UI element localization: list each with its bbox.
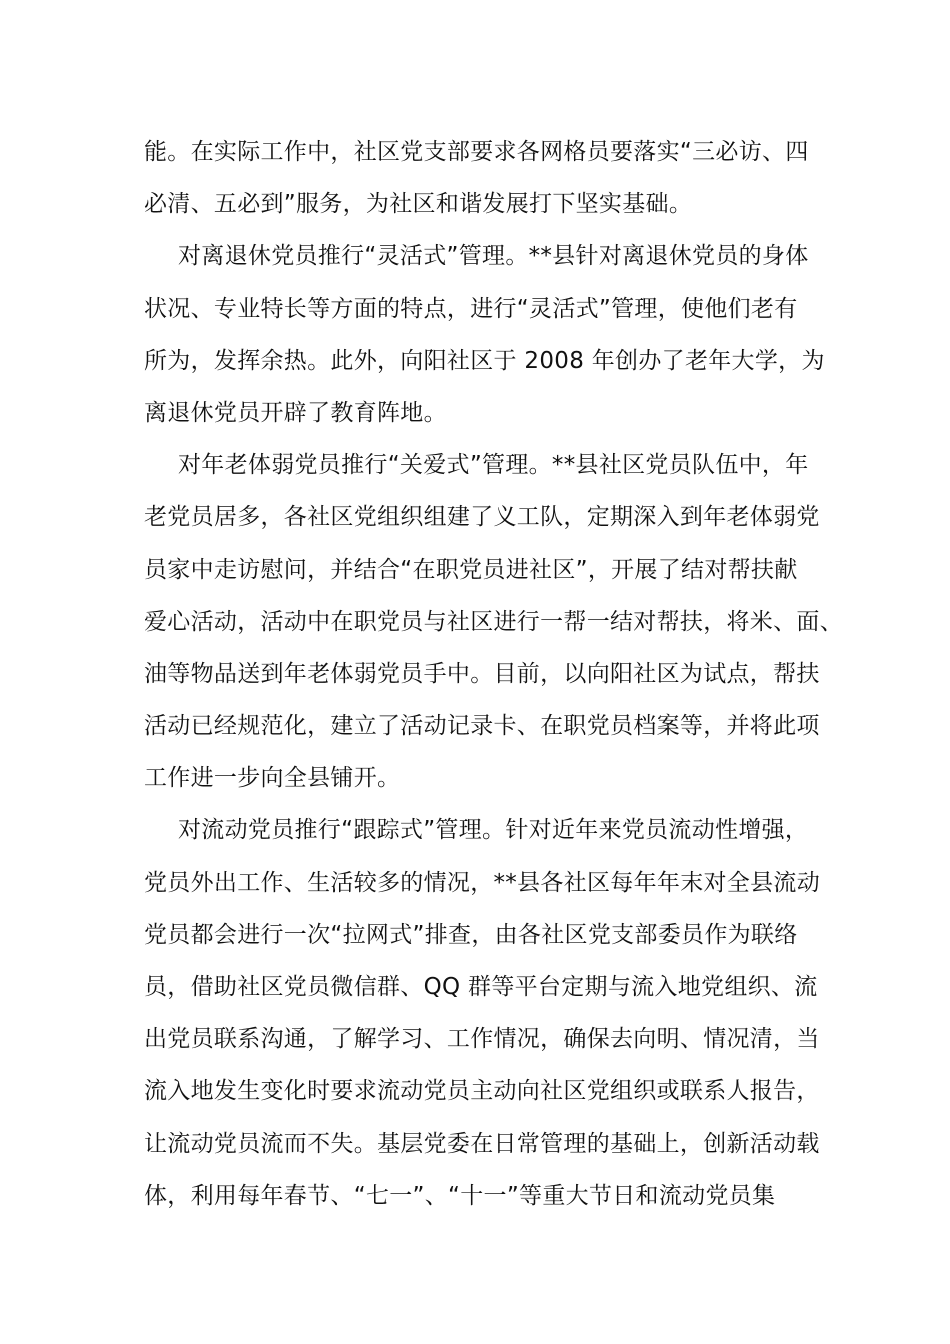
text-line: 党员外出工作、生活较多的情况，**县各社区每年年末对全县流动 bbox=[144, 869, 820, 896]
text-line: 爱心活动，活动中在职党员与社区进行一帮一结对帮扶，将米、面、 bbox=[144, 608, 843, 635]
text-line: 党员都会进行一次“拉网式”排查，由各社区党支部委员作为联络 bbox=[144, 921, 798, 948]
text-line: 对流动党员推行“跟踪式”管理。针对近年来党员流动性增强， bbox=[178, 817, 809, 844]
text-line: 流入地发生变化时要求流动党员主动向社区党组织或联系人报告， bbox=[144, 1078, 820, 1105]
text-line: 所为，发挥余热。此外，向阳社区于 2008 年创办了老年大学，为 bbox=[144, 347, 825, 374]
text-line: 员，借助社区党员微信群、QQ 群等平台定期与流入地党组织、流 bbox=[144, 974, 818, 1000]
text-line: 老党员居多，各社区党组织组建了义工队，定期深入到年老体弱党 bbox=[144, 504, 820, 531]
text-line: 状况、专业特长等方面的特点，进行“灵活式”管理，使他们老有 bbox=[144, 295, 798, 322]
text-line: 员家中走访慰问，并结合“在职党员进社区”，开展了结对帮扶献 bbox=[144, 556, 798, 583]
text-line: 对离退休党员推行“灵活式”管理。**县针对离退休党员的身体 bbox=[178, 243, 809, 270]
text-line: 出党员联系沟通，了解学习、工作情况，确保去向明、情况清，当 bbox=[144, 1026, 820, 1053]
text-line: 让流动党员流而不失。基层党委在日常管理的基础上，创新活动载 bbox=[144, 1130, 820, 1157]
text-line: 工作进一步向全县铺开。 bbox=[144, 765, 401, 792]
paragraph-4 bbox=[144, 804, 820, 1222]
document-body bbox=[144, 126, 843, 1222]
text-line: 油等物品送到年老体弱党员手中。目前，以向阳社区为试点，帮扶 bbox=[144, 660, 820, 687]
paragraph-2 bbox=[144, 230, 825, 439]
text-line: 离退休党员开辟了教育阵地。 bbox=[144, 399, 447, 426]
text-line: 必清、五必到”服务，为社区和谐发展打下坚实基础。 bbox=[144, 191, 693, 218]
text-line: 体，利用每年春节、“七一”、“十一”等重大节日和流动党员集 bbox=[144, 1182, 776, 1209]
text-line: 对年老体弱党员推行“关爱式”管理。**县社区党员队伍中，年 bbox=[178, 452, 809, 479]
paragraph-1 bbox=[144, 126, 809, 230]
paragraph-3 bbox=[144, 439, 843, 804]
text-line: 活动已经规范化，建立了活动记录卡、在职党员档案等，并将此项 bbox=[144, 713, 820, 740]
text-line: 能。在实际工作中，社区党支部要求各网格员要落实“三必访、四 bbox=[144, 139, 809, 165]
